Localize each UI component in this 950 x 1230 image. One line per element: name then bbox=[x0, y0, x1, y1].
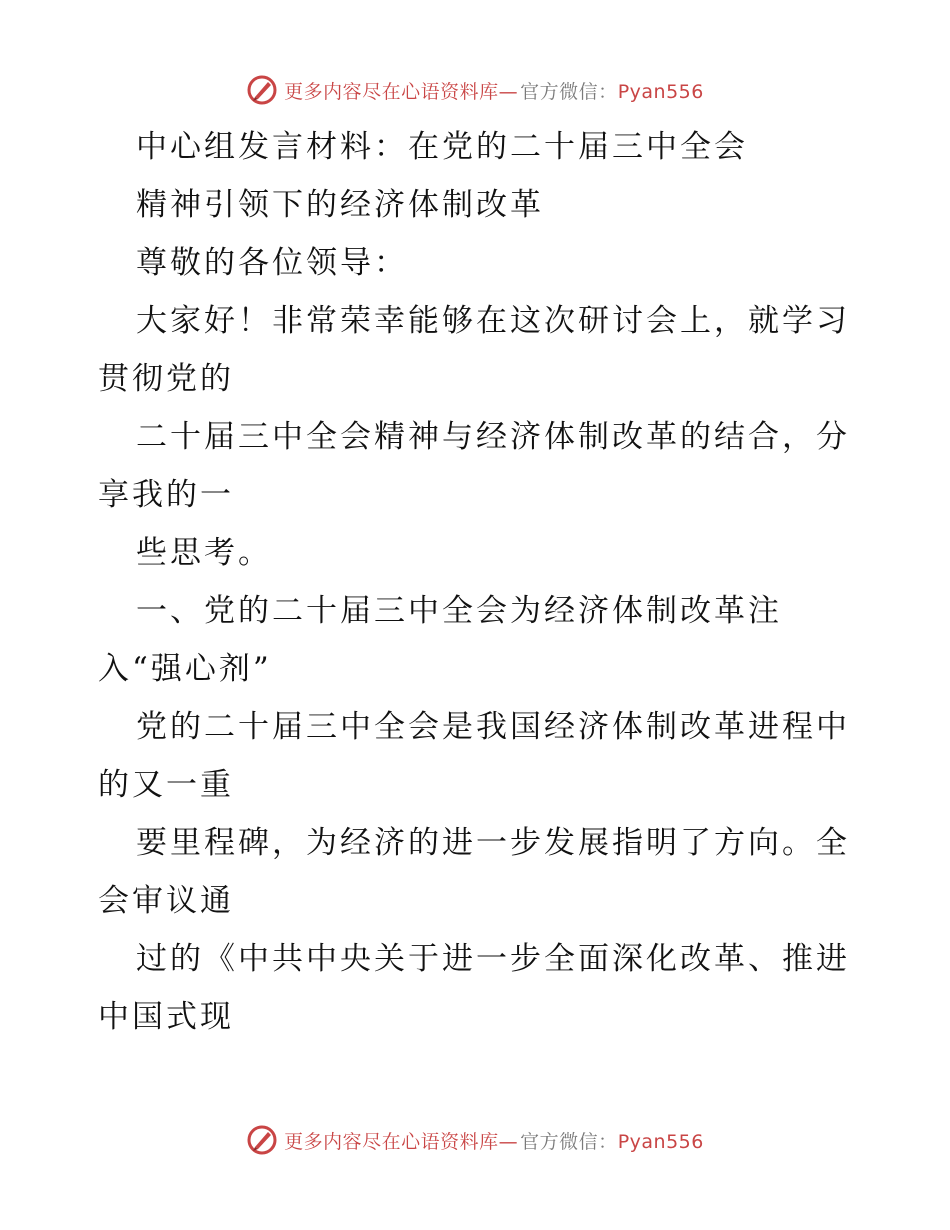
header-banner bbox=[0, 70, 950, 110]
section-heading-line-1: 一、党的二十届三中全会为经济体制改革注 bbox=[136, 593, 782, 629]
banner-wechat-label: 官方微信： bbox=[520, 1130, 618, 1153]
banner-text bbox=[284, 77, 704, 104]
paragraph-line: 中国式现 bbox=[98, 999, 234, 1035]
salutation: 尊敬的各位领导： bbox=[136, 245, 408, 281]
paragraph-line: 大家好！非常荣幸能够在这次研讨会上，就学习 bbox=[136, 303, 850, 339]
banner-wechat-label: 官方微信： bbox=[520, 80, 618, 103]
paragraph-line: 会审议通 bbox=[98, 883, 234, 919]
document-body bbox=[98, 118, 868, 1046]
paragraph-line: 要里程碑，为经济的进一步发展指明了方向。全 bbox=[136, 825, 850, 861]
section-heading-line-2: 入“强心剂” bbox=[98, 651, 272, 687]
banner-main-text: 更多内容尽在心语资料库 bbox=[284, 80, 499, 103]
paragraph-line: 享我的一 bbox=[98, 477, 234, 513]
banner-text bbox=[284, 1127, 704, 1154]
paragraph-line: 党的二十届三中全会是我国经济体制改革进程中 bbox=[136, 709, 850, 745]
banner-dash: — bbox=[498, 80, 519, 103]
paragraph-line: 过的《中共中央关于进一步全面深化改革、推进 bbox=[136, 941, 850, 977]
footer-banner bbox=[0, 1120, 950, 1160]
document-title-line-1: 中心组发言材料：在党的二十届三中全会 bbox=[136, 129, 748, 165]
paragraph-line: 贯彻党的 bbox=[98, 361, 234, 397]
banner-main-text: 更多内容尽在心语资料库 bbox=[284, 1130, 499, 1153]
banner-dash: — bbox=[498, 1130, 519, 1153]
quill-seal-icon bbox=[246, 1124, 278, 1156]
banner-wechat-id: Pyan556 bbox=[617, 1130, 704, 1153]
paragraph-line: 的又一重 bbox=[98, 767, 234, 803]
paragraph-line: 些思考。 bbox=[136, 535, 272, 571]
document-title-line-2: 精神引领下的经济体制改革 bbox=[136, 187, 544, 223]
quill-seal-icon bbox=[246, 74, 278, 106]
banner-wechat-id: Pyan556 bbox=[617, 80, 704, 103]
paragraph-line: 二十届三中全会精神与经济体制改革的结合，分 bbox=[136, 419, 850, 455]
